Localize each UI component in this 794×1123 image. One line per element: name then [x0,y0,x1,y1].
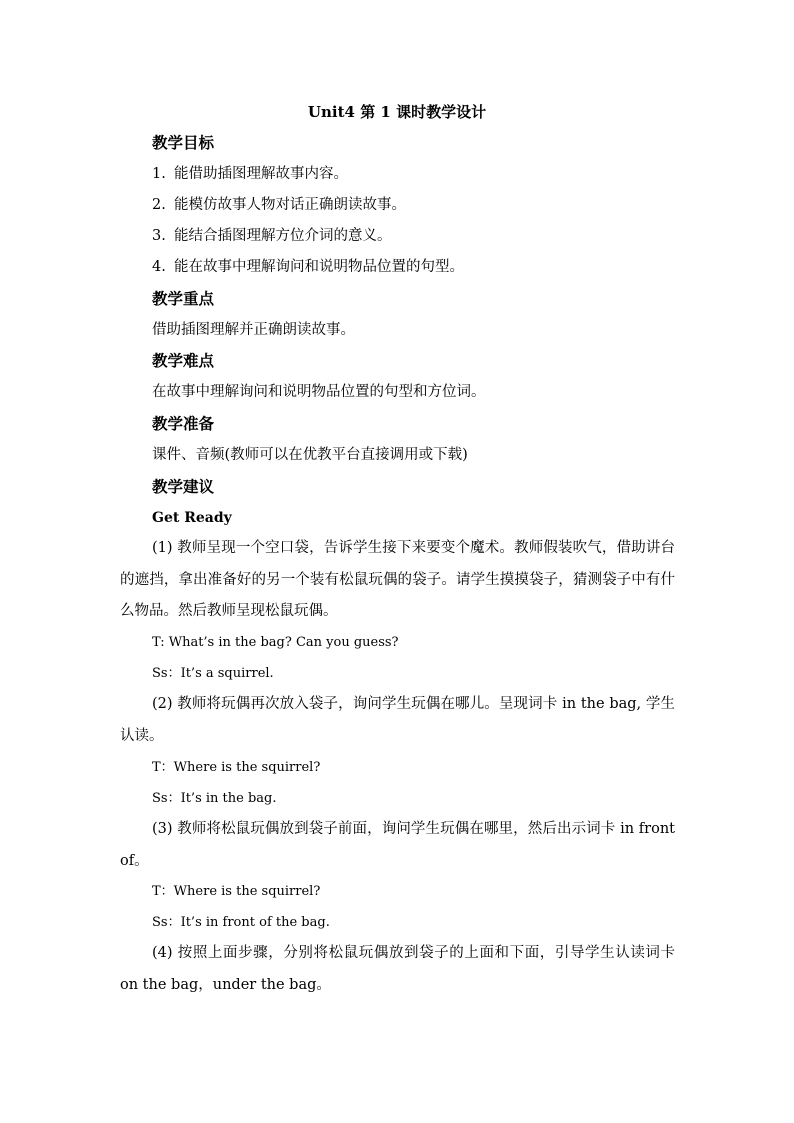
objectives-heading: 教学目标 [152,133,215,152]
objective-item [152,256,464,278]
difficulties-text: 在故事中理解询问和说明物品位置的句型和方位词。 [152,384,486,400]
dialog-line: Ss：It’s in front of the bag. [152,915,330,930]
objective-number: 3. [152,228,166,244]
difficulties-heading: 教学难点 [152,351,215,370]
key-points-text: 借助插图理解并正确朗读故事。 [152,322,355,338]
step-paragraph: (1) 教师呈现一个空口袋，告诉学生接下来要变个魔术。教师假装吹气，借助讲台的遮挡，拿出准备好的另一个装有松鼠玩偶的袋子。请学生摸摸袋子，猜测袋子中有什么物品。然后教师呈现松鼠玩偶。 [120,540,675,619]
dialog-line: Ss：It’s in the bag. [152,791,277,806]
objective-text: 能在故事中理解询问和说明物品位置的句型。 [174,259,464,275]
page-title: Unit4 第 1 课时教学设计 [307,103,487,121]
step-paragraph: (4) 按照上面步骤，分别将松鼠玩偶放到袋子的上面和下面，引导学生认读词卡 on the bag，under the bag。 [120,945,675,993]
objective-number: 4. [152,259,166,275]
objective-text: 能借助插图理解故事内容。 [174,166,348,182]
objective-item [152,194,406,216]
suggestions-heading: 教学建议 [152,477,215,496]
dialog-line: Ss：It’s a squirrel. [152,666,274,681]
key-points-heading: 教学重点 [152,289,215,308]
objective-number: 2. [152,197,166,213]
dialog-line: T：Where is the squirrel? [152,760,321,775]
objective-text: 能结合插图理解方位介词的意义。 [174,228,392,244]
dialog-line: T: What’s in the bag? Can you guess? [152,635,399,650]
step-paragraph: (2) 教师将玩偶再次放入袋子，询问学生玩偶在哪儿。呈现词卡 in the bag, 学生认读。 [120,696,675,744]
step-paragraph: (3) 教师将松鼠玩偶放到袋子前面，询问学生玩偶在哪里，然后出示词卡 in front of。 [120,821,675,869]
objective-item [152,163,348,185]
get-ready-heading: Get Ready [152,510,232,526]
objective-text: 能模仿故事人物对话正确朗读故事。 [174,197,406,213]
objective-item [152,225,392,247]
objective-number: 1. [152,166,166,182]
preparation-heading: 教学准备 [152,414,215,433]
dialog-line: T：Where is the squirrel? [152,884,321,899]
preparation-text: 课件、音频(教师可以在优教平台直接调用或下载) [152,447,468,463]
